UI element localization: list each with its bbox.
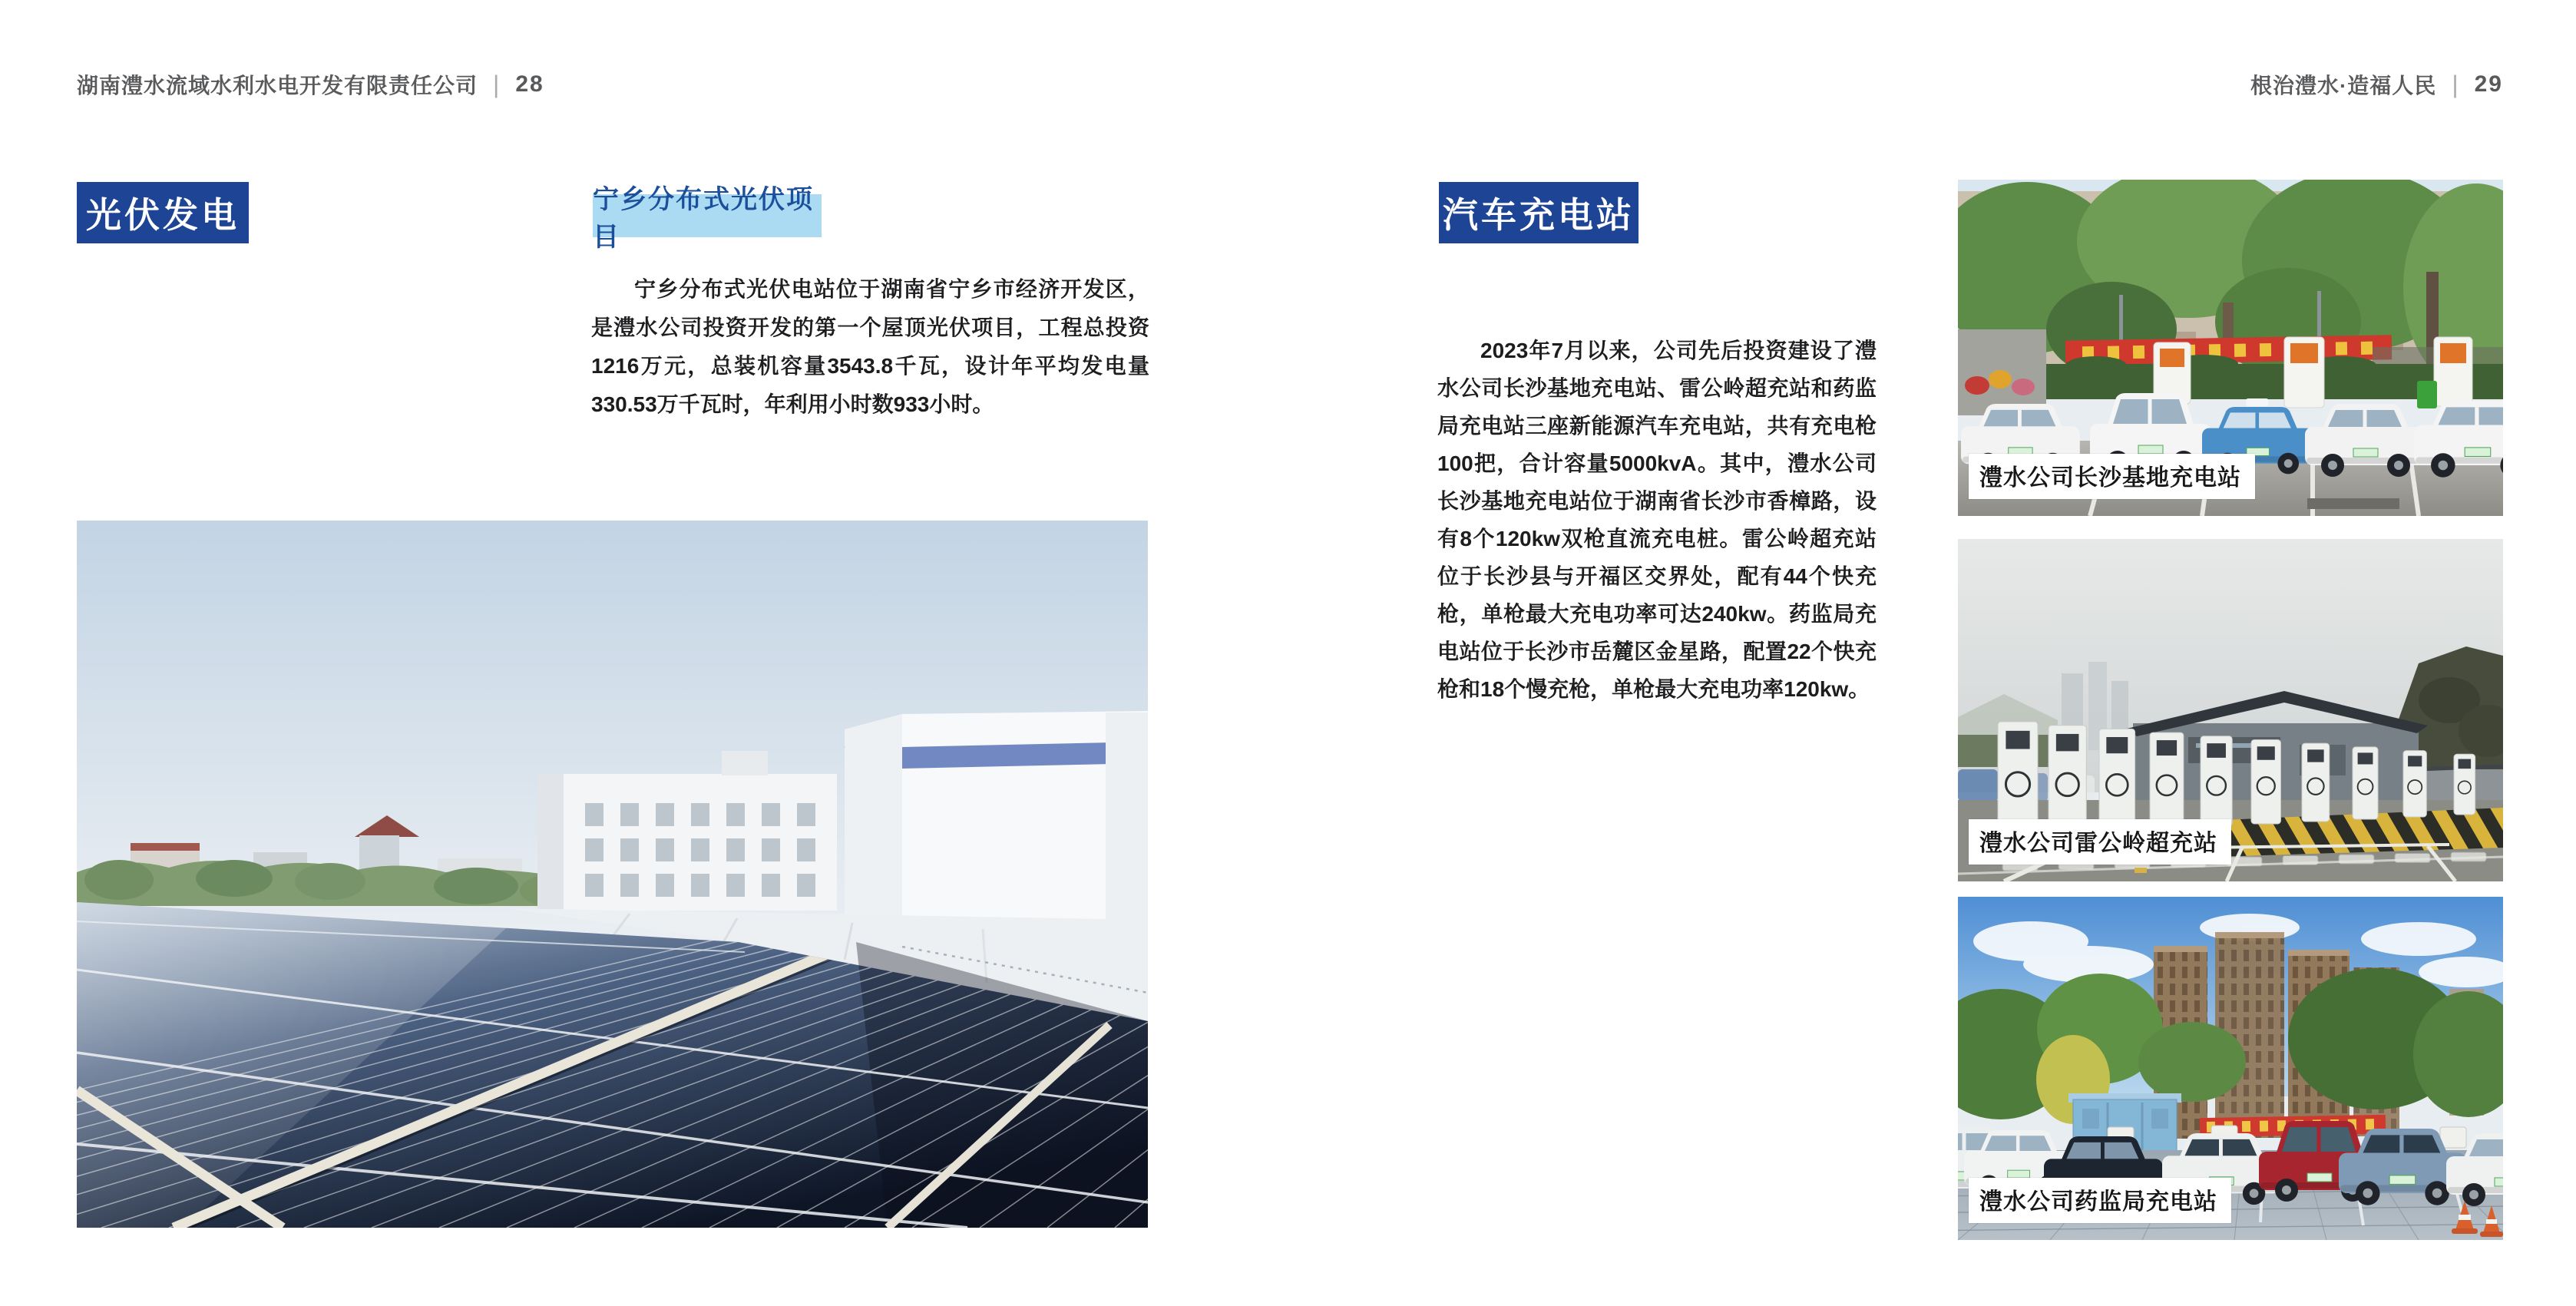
road-marking — [2135, 868, 2147, 873]
header-separator: | — [493, 70, 501, 98]
yaojianju-station-photo — [1958, 897, 2503, 1240]
drain-grate — [2307, 498, 2399, 509]
page-number-left: 28 — [515, 71, 544, 97]
page-number-right: 29 — [2474, 71, 2503, 97]
leigongling-station-photo — [1958, 539, 2503, 881]
company-name: 湖南澧水流域水利水电开发有限责任公司 — [77, 74, 478, 98]
header-separator: | — [2452, 70, 2459, 98]
photo-caption: 澧水公司雷公岭超充站 — [1969, 819, 2231, 865]
header-left — [77, 69, 544, 100]
photo-caption: 澧水公司药监局充电站 — [1969, 1178, 2231, 1223]
subsection-title-ningxiang: 宁乡分布式光伏项目 — [593, 194, 822, 237]
charging-paragraph: 2023年7月以来，公司先后投资建设了澧水公司长沙基地充电站、雷公岭超充站和药监局充电站三座新能源汽车充电站，共有充电枪100把，合计容量5000kvA。其中，澧水公司长沙基地充电站位于湖南省长沙市香樟路，设有8个120kw双枪直流充电桩。雷公岭超充站位于长沙县与开福区交界处，配有44个快充枪，单枪最大充电功率可达240kw。药监局充电站位于长沙市岳麓区金星路，配置22个快充枪和18个慢充枪，单枪最大充电功率120kw。 — [1437, 339, 1877, 701]
solar-paragraph: 宁乡分布式光伏电站位于湖南省宁乡市经济开发区，是澧水公司投资开发的第一个屋顶光伏项目，工程总投资1216万元，总装机容量3543.8千瓦，设计年平均发电量330.53万千瓦时，年利用小时数933小时。 — [591, 277, 1149, 416]
changsha-base-station-photo — [1958, 180, 2503, 516]
header-right — [2250, 69, 2503, 100]
slogan: 根治澧水·造福人民 — [2250, 74, 2437, 98]
section-title-solar: 光伏发电 — [77, 182, 249, 243]
solar-photo-illustration — [77, 521, 1148, 1228]
section-title-charging: 汽车充电站 — [1439, 182, 1639, 243]
photo-caption: 澧水公司长沙基地充电站 — [1969, 454, 2255, 499]
solar-rooftop-photo — [77, 521, 1148, 1228]
